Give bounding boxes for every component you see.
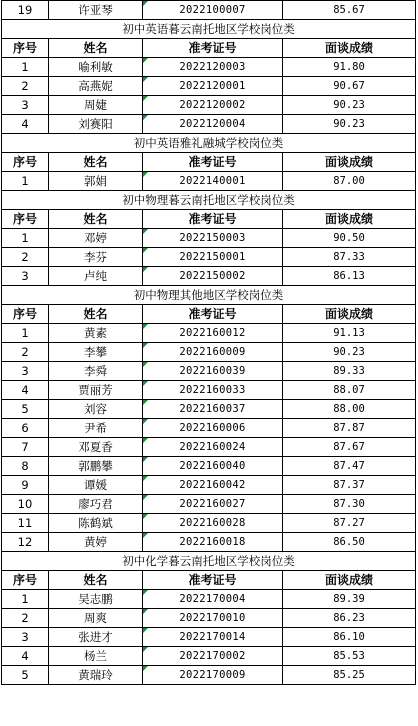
table-row	[2, 96, 416, 115]
exam-id-cell: 2022160042	[143, 476, 283, 495]
name-cell: 陈鹤斌	[49, 514, 143, 533]
table-row	[2, 343, 416, 362]
seq-cell: 3	[2, 628, 49, 647]
table-row	[2, 115, 416, 134]
table-row	[2, 609, 416, 628]
seq-cell: 4	[2, 381, 49, 400]
exam-id-header: 准考证号	[143, 305, 283, 324]
seq-cell: 3	[2, 267, 49, 286]
section-title: 初中物理其他地区学校岗位类	[2, 286, 416, 305]
seq-cell: 1	[2, 229, 49, 248]
exam-id-cell: 2022120002	[143, 96, 283, 115]
table-row	[2, 590, 416, 609]
score-cell: 87.87	[283, 419, 416, 438]
exam-id-cell: 2022120001	[143, 77, 283, 96]
exam-id-cell: 2022160012	[143, 324, 283, 343]
exam-id-cell: 2022120004	[143, 115, 283, 134]
section-title-row	[2, 286, 416, 305]
seq-cell: 6	[2, 419, 49, 438]
name-header: 姓名	[49, 305, 143, 324]
seq-cell: 5	[2, 666, 49, 685]
section-title-row	[2, 20, 416, 39]
name-cell: 邓婷	[49, 229, 143, 248]
seq-cell: 4	[2, 115, 49, 134]
exam-id-cell: 2022160028	[143, 514, 283, 533]
seq-cell: 2	[2, 248, 49, 267]
section-title-row	[2, 552, 416, 571]
section-title: 初中化学暮云南托地区学校岗位类	[2, 552, 416, 571]
score-cell: 86.23	[283, 609, 416, 628]
score-cell: 91.13	[283, 324, 416, 343]
name-cell: 李芬	[49, 248, 143, 267]
exam-id-cell: 2022170009	[143, 666, 283, 685]
table-row	[2, 400, 416, 419]
name-cell: 黄瑞玲	[49, 666, 143, 685]
exam-id-header: 准考证号	[143, 571, 283, 590]
seq-cell: 2	[2, 343, 49, 362]
seq-header: 序号	[2, 153, 49, 172]
score-cell: 85.67	[283, 1, 416, 20]
name-cell: 喻利敏	[49, 58, 143, 77]
name-cell: 廖巧君	[49, 495, 143, 514]
score-cell: 87.37	[283, 476, 416, 495]
column-header-row	[2, 39, 416, 58]
exam-id-cell: 2022120003	[143, 58, 283, 77]
seq-cell: 3	[2, 96, 49, 115]
exam-id-cell: 2022160027	[143, 495, 283, 514]
name-cell: 刘容	[49, 400, 143, 419]
score-cell: 87.00	[283, 172, 416, 191]
score-cell: 87.30	[283, 495, 416, 514]
seq-header: 序号	[2, 210, 49, 229]
interview-results-table	[1, 0, 416, 685]
exam-id-cell: 2022160037	[143, 400, 283, 419]
exam-id-cell: 2022160024	[143, 438, 283, 457]
seq-cell: 8	[2, 457, 49, 476]
score-cell: 89.33	[283, 362, 416, 381]
table-row	[2, 628, 416, 647]
table-row	[2, 476, 416, 495]
name-header: 姓名	[49, 153, 143, 172]
name-cell: 高燕妮	[49, 77, 143, 96]
seq-cell: 3	[2, 362, 49, 381]
table-row	[2, 229, 416, 248]
exam-id-cell: 2022170014	[143, 628, 283, 647]
seq-cell: 2	[2, 77, 49, 96]
score-cell: 90.23	[283, 96, 416, 115]
table-row	[2, 381, 416, 400]
seq-cell: 1	[2, 172, 49, 191]
exam-id-cell: 2022140001	[143, 172, 283, 191]
section-title: 初中物理暮云南托地区学校岗位类	[2, 191, 416, 210]
section-title: 初中英语暮云南托地区学校岗位类	[2, 20, 416, 39]
name-cell: 黄婷	[49, 533, 143, 552]
table-row	[2, 267, 416, 286]
score-header: 面谈成绩	[283, 210, 416, 229]
score-cell: 91.80	[283, 58, 416, 77]
seq-cell: 1	[2, 58, 49, 77]
name-cell: 刘赛阳	[49, 115, 143, 134]
name-header: 姓名	[49, 210, 143, 229]
name-cell: 李攀	[49, 343, 143, 362]
column-header-row	[2, 305, 416, 324]
exam-id-cell: 2022170004	[143, 590, 283, 609]
name-cell: 李舜	[49, 362, 143, 381]
score-cell: 88.00	[283, 400, 416, 419]
table-row	[2, 647, 416, 666]
seq-cell: 4	[2, 647, 49, 666]
exam-id-cell: 2022170010	[143, 609, 283, 628]
score-header: 面谈成绩	[283, 39, 416, 58]
seq-cell: 5	[2, 400, 49, 419]
name-header: 姓名	[49, 571, 143, 590]
table-row	[2, 248, 416, 267]
score-cell: 85.53	[283, 647, 416, 666]
exam-id-cell: 2022160018	[143, 533, 283, 552]
score-cell: 87.27	[283, 514, 416, 533]
table-row	[2, 495, 416, 514]
name-cell: 许亚琴	[49, 1, 143, 20]
exam-id-header: 准考证号	[143, 210, 283, 229]
section-title-row	[2, 134, 416, 153]
column-header-row	[2, 571, 416, 590]
score-header: 面谈成绩	[283, 153, 416, 172]
table-body	[2, 1, 416, 685]
score-header: 面谈成绩	[283, 571, 416, 590]
table-row	[2, 1, 416, 20]
table-row	[2, 666, 416, 685]
seq-cell: 1	[2, 324, 49, 343]
table-row	[2, 77, 416, 96]
seq-cell: 1	[2, 590, 49, 609]
name-cell: 杨兰	[49, 647, 143, 666]
score-cell: 87.67	[283, 438, 416, 457]
table-row	[2, 324, 416, 343]
table-row	[2, 514, 416, 533]
score-cell: 87.47	[283, 457, 416, 476]
section-title-row	[2, 191, 416, 210]
seq-cell: 19	[2, 1, 49, 20]
score-cell: 90.23	[283, 115, 416, 134]
score-cell: 86.13	[283, 267, 416, 286]
name-cell: 周爽	[49, 609, 143, 628]
exam-id-cell: 2022160009	[143, 343, 283, 362]
score-header: 面谈成绩	[283, 305, 416, 324]
column-header-row	[2, 210, 416, 229]
score-cell: 90.50	[283, 229, 416, 248]
name-cell: 贾丽芳	[49, 381, 143, 400]
section-title: 初中英语雅礼融城学校岗位类	[2, 134, 416, 153]
exam-id-cell: 2022160006	[143, 419, 283, 438]
table-row	[2, 533, 416, 552]
score-cell: 85.25	[283, 666, 416, 685]
score-cell: 87.33	[283, 248, 416, 267]
table-row	[2, 58, 416, 77]
seq-header: 序号	[2, 39, 49, 58]
name-cell: 尹希	[49, 419, 143, 438]
table-row	[2, 362, 416, 381]
table-row	[2, 438, 416, 457]
score-cell: 90.23	[283, 343, 416, 362]
seq-header: 序号	[2, 571, 49, 590]
score-cell: 88.07	[283, 381, 416, 400]
exam-id-cell: 2022150002	[143, 267, 283, 286]
seq-cell: 7	[2, 438, 49, 457]
name-cell: 张进才	[49, 628, 143, 647]
exam-id-header: 准考证号	[143, 153, 283, 172]
seq-cell: 2	[2, 609, 49, 628]
exam-id-cell: 2022160039	[143, 362, 283, 381]
name-header: 姓名	[49, 39, 143, 58]
name-cell: 周婕	[49, 96, 143, 115]
exam-id-cell: 2022160033	[143, 381, 283, 400]
table-row	[2, 419, 416, 438]
score-cell: 86.50	[283, 533, 416, 552]
exam-id-cell: 2022170002	[143, 647, 283, 666]
name-cell: 吴志鹏	[49, 590, 143, 609]
seq-cell: 11	[2, 514, 49, 533]
exam-id-cell: 2022160040	[143, 457, 283, 476]
exam-id-cell: 2022150003	[143, 229, 283, 248]
exam-id-header: 准考证号	[143, 39, 283, 58]
score-cell: 90.67	[283, 77, 416, 96]
score-cell: 89.39	[283, 590, 416, 609]
table-row	[2, 457, 416, 476]
name-cell: 谭媛	[49, 476, 143, 495]
seq-header: 序号	[2, 305, 49, 324]
seq-cell: 10	[2, 495, 49, 514]
name-cell: 邓夏香	[49, 438, 143, 457]
seq-cell: 12	[2, 533, 49, 552]
seq-cell: 9	[2, 476, 49, 495]
score-cell: 86.10	[283, 628, 416, 647]
column-header-row	[2, 153, 416, 172]
name-cell: 郭娟	[49, 172, 143, 191]
table-row	[2, 172, 416, 191]
exam-id-cell: 2022100007	[143, 1, 283, 20]
exam-id-cell: 2022150001	[143, 248, 283, 267]
name-cell: 卢纯	[49, 267, 143, 286]
name-cell: 郭鹏攀	[49, 457, 143, 476]
name-cell: 黄素	[49, 324, 143, 343]
